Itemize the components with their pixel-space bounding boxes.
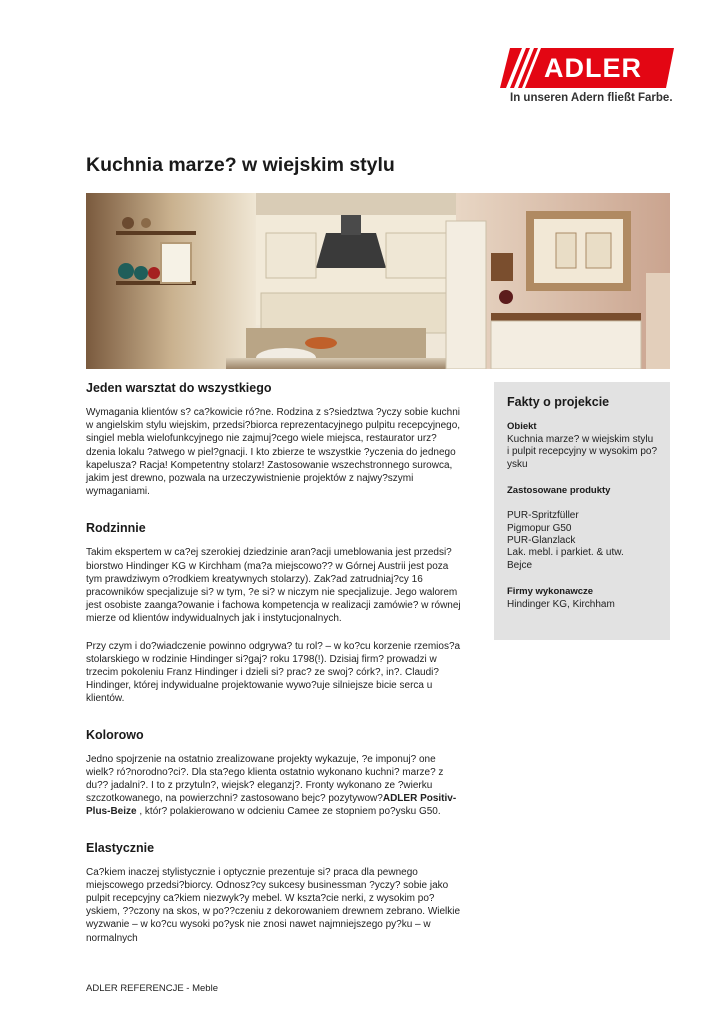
section-heading: Elastycznie <box>86 840 155 855</box>
page-title: Kuchnia marze? w wiejskim stylu <box>86 154 395 176</box>
main-content <box>86 381 464 967</box>
list-item: PUR-Spritzfüller <box>507 510 579 522</box>
adler-logo <box>500 48 680 104</box>
paragraph: Wymagania klientów s? ca?kowicie ró?ne. Rodzina z s?siedztwa ?yczy sobie kuchni w angielskim stylu wiejskim, przedsi?biorca reprezentacyjnego pulpitu recepcyjnego, singiel mebla wielofunkcyjnego nie zajmuj?cego wiele miejsca, restaurator urz?dzenia lokalu ?atwego w piel?gnacji. I kto zbierze te wszystkie ?yczenia do jednego kapelusza? Racja! Kompetentny stolarz! Zastosowanie wszechstronnego surowca, jakim jest drewno, pozwala na urzeczywistnienie projektów z najwy?szymi wymaganiami. <box>86 407 461 498</box>
paragraph <box>86 753 464 819</box>
paragraph: Przy czym i do?wiadczenie powinno odgrywa? tu rol? – w ko?cu korzenie rzemios?a stolarskiego w rodzinie Hindinger si?gaj? roku 1798(!). Dzisiaj firm? prowadzi w trzecim pokoleniu Franz Hindinger i dzieli si? prac? ze swoj? córk?, in?. Claudi? Hindinger, której indywidualne projektowanie wywo?uje silniejsze bicie serca u klientów. <box>86 640 461 705</box>
product-name: ADLER Positiv-Plus-Beize <box>86 793 457 818</box>
list-item: PUR-Glanzlack <box>507 535 576 547</box>
section-heading: Kolorowo <box>86 727 144 742</box>
section-jeden-warsztat <box>86 381 464 498</box>
project-facts-box <box>494 382 670 640</box>
section-heading: Jeden warsztat do wszystkiego <box>86 381 272 395</box>
list-item: Bejce <box>507 559 533 571</box>
fact-label: Obiekt <box>507 421 537 432</box>
paragraph-text: , któr? polakierowano w odcieniu Camee ze stopniem po?ysku G50. <box>136 806 441 818</box>
page-footer: ADLER REFERENCJE - Meble <box>86 983 218 994</box>
fact-value: Hindinger KG, Kirchham <box>507 599 615 611</box>
fact-value: Kuchnia marze? w wiejskim stylu i pulpit recepcyjny w wysokim po?ysku <box>507 434 658 470</box>
section-elastycznie <box>86 841 464 945</box>
section-rodzinnie <box>86 521 464 705</box>
kitchen-photo <box>86 193 670 369</box>
paragraph: Takim ekspertem w ca?ej szerokiej dziedzinie aran?acji umeblowania jest przedsi?biorstwo Hindinger KG w Kirchham (ma?a miejscowo?? w Górnej Austrii jest poza tym prawdziwym o?rodkiem kreatywnych stolarzy). Zak?ad zatrudniaj?cy 16 pracowników specjalizuje si? w tym, ?e si? w niczym nie specjalizuje. Jego walorem jest osobiste zaanga?owanie i fachowa kompetencja w realizacji zamówie? w równej mierze od klientów indywidualnych jak i instytucjonalnych. <box>86 547 461 625</box>
logo-text: ADLER <box>544 53 642 83</box>
paragraph-text: Jedno spojrzenie na ostatnio zrealizowane projekty wykazuje, ?e imponuj? one wielk? ró?norodno?ci?. Dla sta?ego klienta ostatnio wykonano kuchni? marze? z du?? jadalni?. I to z przytuln?, wiejsk? eleganzj?. Fronty wykonano ze ?wierku szczotkowanego, na powierzchni? zastosowano bejc? pozytywow? <box>86 753 444 805</box>
sidebar-title: Fakty o projekcie <box>507 395 610 409</box>
section-kolorowo <box>86 728 464 819</box>
fact-label: Zastosowane produkty <box>507 485 611 497</box>
product-list <box>507 510 658 572</box>
fact-label: Firmy wykonawcze <box>507 586 594 598</box>
paragraph: Ca?kiem inaczej stylistycznie i optycznie prezentuje si? praca dla pewnego miejscowego przedsi?biorcy. Odnosz?cy sukcesy businessman ?yczy? sobie jako pulpit recepcyjny ca?kiem niezwyk?y mebel. W kszta?cie nerki, z wysokim po?yskiem, ??czony na skos, w po??czeniu z dekorowaniem drewnem zebrano. Wielkie wyzwanie – w ko?cu wysoki po?ysk nie znosi nawet najmniejszego py?ku – w normalnych <box>86 866 461 944</box>
slogan: In unseren Adern fließt Farbe. <box>510 92 673 104</box>
list-item: Lak. mebl. i parkiet. & utw. <box>507 547 624 559</box>
list-item: Pigmopur G50 <box>507 522 572 534</box>
section-heading: Rodzinnie <box>86 521 146 536</box>
